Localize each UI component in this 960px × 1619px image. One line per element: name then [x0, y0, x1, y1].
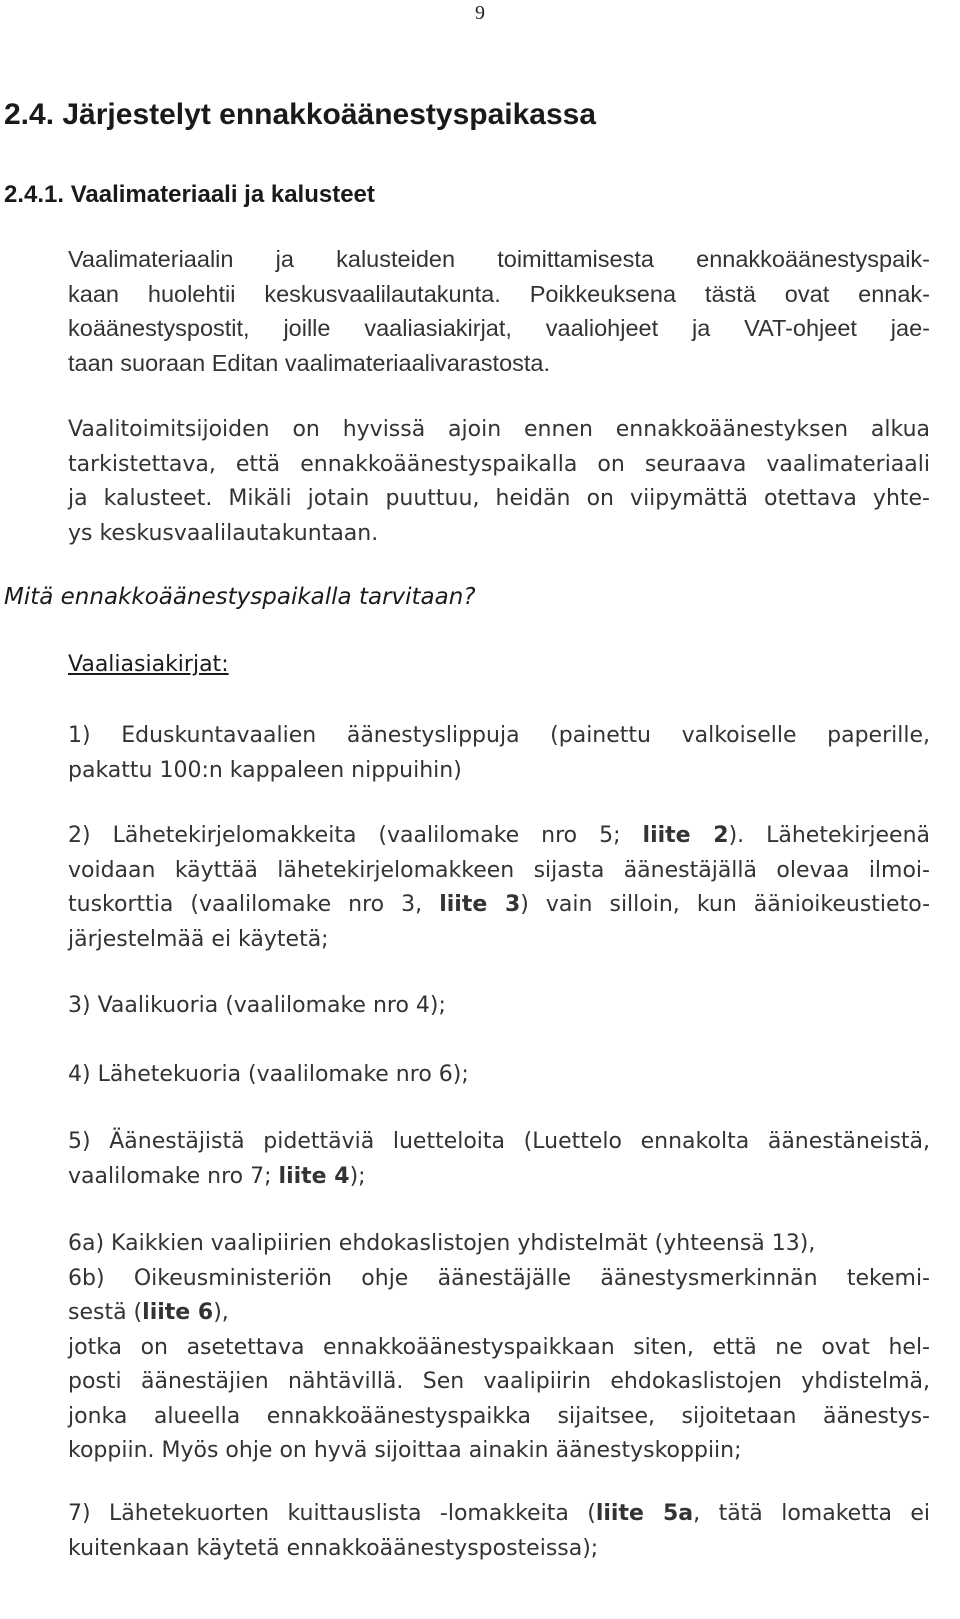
paragraph-line: kaan huolehtii keskusvaalilautakunta. Poikkeuksena tästä ovat ennak-	[68, 280, 930, 307]
list-line: 6b) Oikeusministeriön ohje äänestäjälle äänestysmerkinnän tekemi-	[68, 1265, 930, 1291]
attachment-ref: liite 5a	[595, 1501, 694, 1526]
list-line: pakattu 100:n kappaleen nippuihin)	[68, 757, 462, 783]
list-line	[68, 819, 930, 854]
list-text: vaalilomake nro 7;	[68, 1163, 279, 1189]
list-line: 4) Lähetekuoria (vaalilomake nro 6);	[68, 1062, 469, 1087]
list-text: , tätä lomaketta ei	[693, 1501, 931, 1526]
attachment-ref: liite 2	[642, 823, 729, 848]
paragraph-line: tarkistettava, että ennakkoäänestyspaikalla on seuraava vaalimateriaali	[68, 451, 930, 477]
list-item-1	[68, 719, 930, 788]
list-line: 1) Eduskuntavaalien äänestyslippuja (painettu valkoiselle paperille,	[68, 723, 930, 748]
list-line	[68, 1497, 930, 1532]
list-line: 6a) Kaikkien vaalipiirien ehdokaslistojen yhdistelmät (yhteensä 13),	[68, 1231, 816, 1256]
list-item-2	[68, 819, 930, 957]
list-text: ) vain silloin, kun äänioikeustieto-	[520, 892, 931, 917]
attachment-ref: liite 3	[439, 892, 521, 917]
list-line: kuitenkaan käytetä ennakkoäänestysposteissa);	[68, 1535, 599, 1561]
paragraph-line: koäänestyspostit, joille vaaliasiakirjat, vaaliohjeet ja VAT-ohjeet jae-	[68, 315, 930, 341]
list-text: sestä (	[68, 1300, 143, 1325]
list-line: jonka alueella ennakkoäänestyspaikka sijaitsee, sijoitetaan äänestys-	[68, 1403, 930, 1429]
list-line	[68, 1296, 930, 1331]
list-line: 5) Äänestäjistä pidettäviä luetteloita (Luettelo ennakolta äänestäneistä,	[68, 1129, 930, 1154]
list-line	[68, 888, 930, 923]
documents-label	[68, 652, 229, 677]
list-line: koppiin. Myös ohje on hyvä sijoittaa ainakin äänestyskoppiin;	[68, 1438, 742, 1463]
list-line	[68, 1160, 930, 1195]
paragraph-line: taan suoraan Editan vaalimateriaalivarastosta.	[68, 349, 551, 376]
list-line: järjestelmää ei käytetä;	[68, 926, 329, 952]
paragraph-line: ys keskusvaalilautakuntaan.	[68, 520, 379, 546]
question-heading: Mitä ennakkoäänestyspaikalla tarvitaan?	[4, 584, 476, 610]
subsection-heading: 2.4.1. Vaalimateriaali ja kalusteet	[4, 181, 375, 208]
list-text: 7) Lähetekuorten kuittauslista -lomakkeita (	[68, 1501, 596, 1526]
list-item-3	[68, 989, 930, 1024]
list-item-5	[68, 1125, 930, 1194]
list-text: ),	[213, 1300, 229, 1325]
paragraph-line: Vaalitoimitsijoiden on hyvissä ajoin ennen ennakkoäänestyksen alkua	[68, 417, 930, 442]
list-line: 3) Vaalikuoria (vaalilomake nro 4);	[68, 993, 446, 1018]
check-paragraph	[68, 413, 930, 551]
list-text: ). Lähetekirjeenä	[728, 823, 931, 848]
list-item-6	[68, 1227, 930, 1469]
intro-paragraph	[68, 242, 930, 380]
documents-label-colon: :	[221, 652, 229, 677]
list-item-4	[68, 1058, 930, 1093]
section-heading: 2.4. Järjestelyt ennakkoäänestyspaikassa	[4, 98, 597, 131]
list-line: voidaan käyttää lähetekirjelomakkeen sijasta äänestäjällä olevaa ilmoi-	[68, 857, 930, 883]
list-line: posti äänestäjien nähtävillä. Sen vaalipiirin ehdokaslistojen yhdistelmä,	[68, 1369, 930, 1394]
paragraph-line: ja kalusteet. Mikäli jotain puuttuu, heidän on viipymättä otettava yhte-	[68, 486, 930, 511]
attachment-ref: liite 6	[142, 1300, 214, 1325]
page-number: 9	[475, 2, 485, 24]
list-item-7	[68, 1497, 930, 1566]
list-text: 2) Lähetekirjelomakkeita (vaalilomake nro 5;	[68, 823, 643, 848]
attachment-ref: liite 4	[278, 1163, 350, 1189]
paragraph-line: Vaalimateriaalin ja kalusteiden toimittamisesta ennakkoäänestyspaik-	[68, 246, 930, 272]
list-line: jotka on asetettava ennakkoäänestyspaikkaan siten, että ne ovat hel-	[68, 1334, 930, 1360]
list-text: );	[349, 1163, 366, 1189]
documents-label-text: Vaaliasiakirjat	[68, 652, 222, 677]
list-text: tuskorttia (vaalilomake nro 3,	[68, 892, 440, 917]
